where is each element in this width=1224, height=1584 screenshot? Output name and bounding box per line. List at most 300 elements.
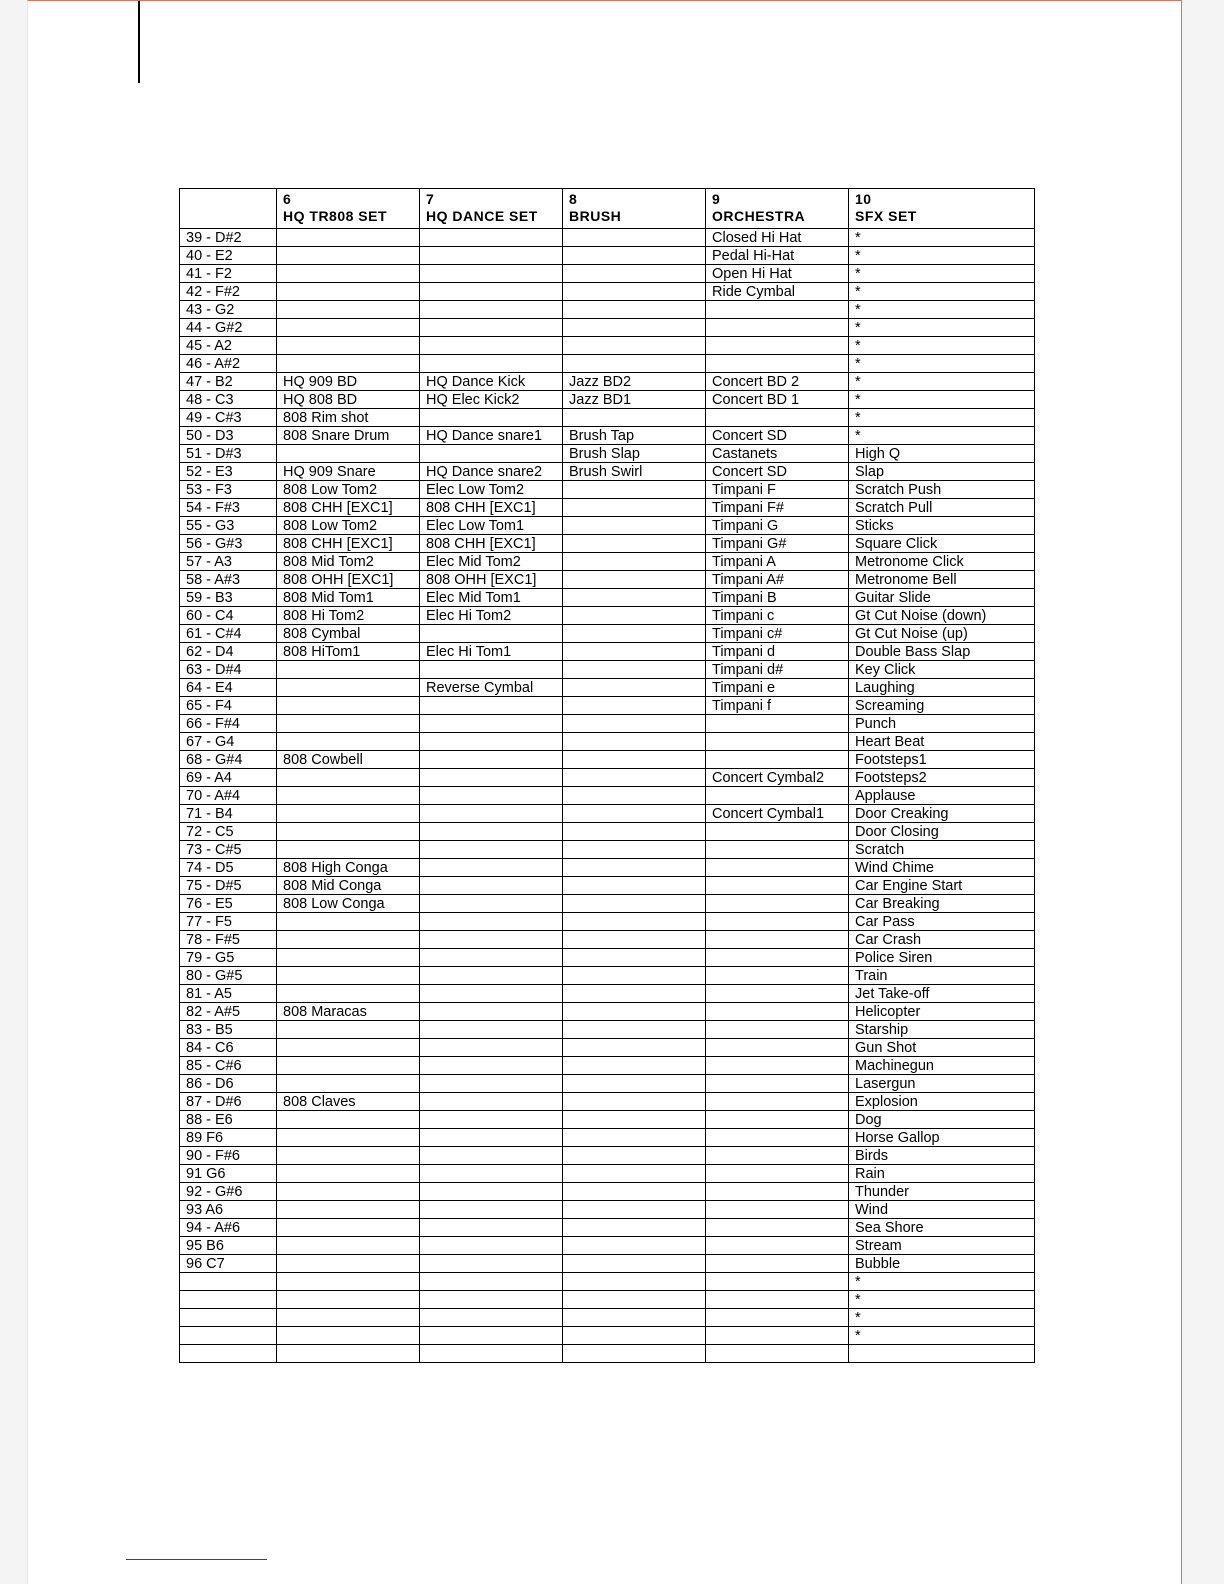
orchestra-cell: Timpani G (706, 517, 849, 535)
note-cell: 93 A6 (180, 1201, 277, 1219)
hq-dance-cell (420, 445, 563, 463)
hq-tr808-cell: 808 Claves (277, 1093, 420, 1111)
brush-cell (563, 1093, 706, 1111)
brush-cell (563, 805, 706, 823)
header-cell-hq-tr808 (277, 189, 420, 229)
sfx-cell: Jet Take-off (849, 985, 1035, 1003)
brush-cell: Brush Slap (563, 445, 706, 463)
sfx-cell: Wind Chime (849, 859, 1035, 877)
note-cell: 55 - G3 (180, 517, 277, 535)
orchestra-cell (706, 1165, 849, 1183)
orchestra-cell: Timpani G# (706, 535, 849, 553)
hq-tr808-cell (277, 1039, 420, 1057)
hq-dance-cell (420, 931, 563, 949)
hq-tr808-cell: 808 Hi Tom2 (277, 607, 420, 625)
table-row (180, 1147, 1035, 1165)
brush-cell (563, 769, 706, 787)
orchestra-cell (706, 1327, 849, 1345)
orchestra-cell: Castanets (706, 445, 849, 463)
orchestra-cell: Concert Cymbal2 (706, 769, 849, 787)
note-cell: 58 - A#3 (180, 571, 277, 589)
sfx-cell: Car Crash (849, 931, 1035, 949)
hq-tr808-cell (277, 1219, 420, 1237)
hq-tr808-cell: 808 Low Tom2 (277, 517, 420, 535)
orchestra-cell: Timpani d# (706, 661, 849, 679)
brush-cell (563, 913, 706, 931)
hq-tr808-cell (277, 805, 420, 823)
orchestra-cell (706, 1075, 849, 1093)
hq-tr808-cell (277, 715, 420, 733)
hq-dance-cell (420, 1021, 563, 1039)
brush-cell (563, 481, 706, 499)
hq-dance-cell (420, 1327, 563, 1345)
sfx-cell: Gun Shot (849, 1039, 1035, 1057)
brush-cell (563, 265, 706, 283)
hq-dance-cell (420, 841, 563, 859)
sfx-cell: Double Bass Slap (849, 643, 1035, 661)
sfx-cell: * (849, 265, 1035, 283)
brush-cell (563, 1345, 706, 1363)
hq-dance-cell (420, 1345, 563, 1363)
orchestra-cell (706, 877, 849, 895)
orchestra-cell: Concert SD (706, 463, 849, 481)
table-row (180, 283, 1035, 301)
table-row (180, 247, 1035, 265)
note-cell: 78 - F#5 (180, 931, 277, 949)
sfx-cell: Metronome Click (849, 553, 1035, 571)
brush-cell (563, 1237, 706, 1255)
table-row (180, 1219, 1035, 1237)
header-name: ORCHESTRA (712, 208, 806, 224)
hq-dance-cell: Elec Low Tom1 (420, 517, 563, 535)
hq-tr808-cell (277, 679, 420, 697)
orchestra-cell: Ride Cymbal (706, 283, 849, 301)
brush-cell (563, 1021, 706, 1039)
header-cell-orchestra (706, 189, 849, 229)
table-row (180, 805, 1035, 823)
note-cell: 70 - A#4 (180, 787, 277, 805)
note-cell: 77 - F5 (180, 913, 277, 931)
hq-dance-cell: Elec Mid Tom2 (420, 553, 563, 571)
note-cell: 96 C7 (180, 1255, 277, 1273)
sfx-cell: Punch (849, 715, 1035, 733)
sfx-cell: * (849, 337, 1035, 355)
orchestra-cell (706, 967, 849, 985)
brush-cell (563, 355, 706, 373)
table-row (180, 1255, 1035, 1273)
hq-tr808-cell (277, 355, 420, 373)
brush-cell (563, 1273, 706, 1291)
table-row (180, 301, 1035, 319)
hq-dance-cell (420, 985, 563, 1003)
hq-dance-cell (420, 913, 563, 931)
hq-tr808-cell (277, 1255, 420, 1273)
note-cell: 84 - C6 (180, 1039, 277, 1057)
hq-tr808-cell: HQ 909 BD (277, 373, 420, 391)
note-cell: 83 - B5 (180, 1021, 277, 1039)
note-cell: 63 - D#4 (180, 661, 277, 679)
table-row (180, 787, 1035, 805)
hq-tr808-cell (277, 319, 420, 337)
table-row (180, 1327, 1035, 1345)
sfx-cell: Gt Cut Noise (down) (849, 607, 1035, 625)
note-cell (180, 1291, 277, 1309)
note-cell: 76 - E5 (180, 895, 277, 913)
orchestra-cell (706, 1057, 849, 1075)
orchestra-cell: Concert BD 2 (706, 373, 849, 391)
note-cell: 45 - A2 (180, 337, 277, 355)
hq-dance-cell (420, 751, 563, 769)
brush-cell: Brush Tap (563, 427, 706, 445)
sfx-cell: Bubble (849, 1255, 1035, 1273)
hq-tr808-cell: 808 Low Conga (277, 895, 420, 913)
orchestra-cell: Concert Cymbal1 (706, 805, 849, 823)
note-cell: 90 - F#6 (180, 1147, 277, 1165)
brush-cell (563, 607, 706, 625)
brush-cell (563, 247, 706, 265)
table-row (180, 1003, 1035, 1021)
header-number: 8 (569, 191, 578, 207)
sfx-cell: Footsteps1 (849, 751, 1035, 769)
note-cell: 87 - D#6 (180, 1093, 277, 1111)
note-cell: 74 - D5 (180, 859, 277, 877)
hq-tr808-cell (277, 1309, 420, 1327)
brush-cell (563, 1111, 706, 1129)
note-cell: 53 - F3 (180, 481, 277, 499)
table-row (180, 1345, 1035, 1363)
table-row (180, 499, 1035, 517)
brush-cell (563, 697, 706, 715)
orchestra-cell (706, 1237, 849, 1255)
hq-tr808-cell (277, 1183, 420, 1201)
sfx-cell: * (849, 427, 1035, 445)
orchestra-cell: Concert SD (706, 427, 849, 445)
orchestra-cell: Timpani A# (706, 571, 849, 589)
orchestra-cell (706, 751, 849, 769)
table-row (180, 355, 1035, 373)
brush-cell (563, 535, 706, 553)
note-cell: 66 - F#4 (180, 715, 277, 733)
header-cell-sfx (849, 189, 1035, 229)
hq-tr808-cell (277, 967, 420, 985)
note-cell: 39 - D#2 (180, 229, 277, 247)
hq-tr808-cell (277, 1291, 420, 1309)
orchestra-cell: Open Hi Hat (706, 265, 849, 283)
note-cell: 86 - D6 (180, 1075, 277, 1093)
sfx-cell: Scratch Push (849, 481, 1035, 499)
sfx-cell: Screaming (849, 697, 1035, 715)
sfx-cell: Metronome Bell (849, 571, 1035, 589)
hq-dance-cell (420, 823, 563, 841)
orchestra-cell (706, 1219, 849, 1237)
table-row (180, 589, 1035, 607)
table-row (180, 1201, 1035, 1219)
note-cell: 65 - F4 (180, 697, 277, 715)
sfx-cell: Police Siren (849, 949, 1035, 967)
table-row (180, 643, 1035, 661)
sfx-cell: Wind (849, 1201, 1035, 1219)
sfx-cell: Applause (849, 787, 1035, 805)
hq-dance-cell (420, 1003, 563, 1021)
hq-tr808-cell (277, 1129, 420, 1147)
brush-cell (563, 1057, 706, 1075)
header-cell-note (180, 189, 277, 229)
hq-dance-cell (420, 1129, 563, 1147)
hq-tr808-cell (277, 1147, 420, 1165)
sfx-cell: Machinegun (849, 1057, 1035, 1075)
table-row (180, 535, 1035, 553)
sfx-cell: Stream (849, 1237, 1035, 1255)
table-row (180, 1237, 1035, 1255)
orchestra-cell (706, 409, 849, 427)
orchestra-cell: Concert BD 1 (706, 391, 849, 409)
orchestra-cell (706, 985, 849, 1003)
drum-map-table (179, 188, 1035, 1363)
hq-tr808-cell (277, 265, 420, 283)
hq-dance-cell (420, 229, 563, 247)
hq-dance-cell (420, 1183, 563, 1201)
hq-dance-cell (420, 319, 563, 337)
hq-dance-cell (420, 1255, 563, 1273)
sfx-cell: Scratch Pull (849, 499, 1035, 517)
sfx-cell: * (849, 1309, 1035, 1327)
orchestra-cell (706, 1147, 849, 1165)
brush-cell (563, 553, 706, 571)
note-cell: 67 - G4 (180, 733, 277, 751)
corner-mark (138, 1, 140, 83)
sfx-cell: Helicopter (849, 1003, 1035, 1021)
table-row (180, 697, 1035, 715)
hq-tr808-cell: 808 Mid Tom1 (277, 589, 420, 607)
header-cell-brush (563, 189, 706, 229)
table-row (180, 859, 1035, 877)
note-cell: 81 - A5 (180, 985, 277, 1003)
hq-tr808-cell (277, 787, 420, 805)
hq-dance-cell (420, 247, 563, 265)
hq-dance-cell (420, 1057, 563, 1075)
orchestra-cell (706, 733, 849, 751)
hq-dance-cell (420, 1309, 563, 1327)
orchestra-cell: Timpani c (706, 607, 849, 625)
hq-tr808-cell (277, 1057, 420, 1075)
hq-dance-cell (420, 1039, 563, 1057)
table-row (180, 319, 1035, 337)
brush-cell (563, 823, 706, 841)
orchestra-cell (706, 1003, 849, 1021)
hq-dance-cell (420, 769, 563, 787)
hq-tr808-cell (277, 445, 420, 463)
hq-tr808-cell: 808 CHH [EXC1] (277, 535, 420, 553)
table-row (180, 1075, 1035, 1093)
sfx-cell: Door Closing (849, 823, 1035, 841)
brush-cell (563, 625, 706, 643)
sfx-cell: Footsteps2 (849, 769, 1035, 787)
table-row (180, 445, 1035, 463)
hq-tr808-cell (277, 949, 420, 967)
hq-dance-cell: 808 OHH [EXC1] (420, 571, 563, 589)
orchestra-cell (706, 1273, 849, 1291)
table-row (180, 841, 1035, 859)
orchestra-cell (706, 1183, 849, 1201)
hq-dance-cell (420, 1291, 563, 1309)
brush-cell (563, 841, 706, 859)
brush-cell (563, 1291, 706, 1309)
brush-cell (563, 1165, 706, 1183)
orchestra-cell (706, 337, 849, 355)
note-cell: 41 - F2 (180, 265, 277, 283)
table-row (180, 931, 1035, 949)
note-cell: 54 - F#3 (180, 499, 277, 517)
hq-dance-cell (420, 1111, 563, 1129)
note-cell (180, 1327, 277, 1345)
header-number: 10 (855, 191, 872, 207)
hq-dance-cell: HQ Elec Kick2 (420, 391, 563, 409)
table-row (180, 715, 1035, 733)
table-body (180, 229, 1035, 1363)
table-row (180, 823, 1035, 841)
header-number: 6 (283, 191, 292, 207)
note-cell (180, 1345, 277, 1363)
brush-cell (563, 661, 706, 679)
header-name: BRUSH (569, 208, 622, 224)
brush-cell (563, 985, 706, 1003)
sfx-cell: Starship (849, 1021, 1035, 1039)
sfx-cell: Explosion (849, 1093, 1035, 1111)
table-row (180, 967, 1035, 985)
brush-cell (563, 1003, 706, 1021)
hq-dance-cell (420, 625, 563, 643)
note-cell: 60 - C4 (180, 607, 277, 625)
sfx-cell: Sea Shore (849, 1219, 1035, 1237)
brush-cell (563, 715, 706, 733)
sfx-cell: * (849, 229, 1035, 247)
header-number: 7 (426, 191, 435, 207)
hq-tr808-cell (277, 1345, 420, 1363)
note-cell: 43 - G2 (180, 301, 277, 319)
hq-dance-cell (420, 661, 563, 679)
table-row (180, 913, 1035, 931)
hq-tr808-cell (277, 229, 420, 247)
footnote-rule (126, 1559, 267, 1560)
hq-tr808-cell (277, 985, 420, 1003)
note-cell: 68 - G#4 (180, 751, 277, 769)
table-row (180, 733, 1035, 751)
orchestra-cell (706, 1021, 849, 1039)
table-row (180, 1039, 1035, 1057)
note-cell: 62 - D4 (180, 643, 277, 661)
brush-cell (563, 1183, 706, 1201)
orchestra-cell: Timpani f (706, 697, 849, 715)
brush-cell (563, 1327, 706, 1345)
hq-dance-cell (420, 895, 563, 913)
table-row (180, 985, 1035, 1003)
brush-cell (563, 877, 706, 895)
note-cell: 80 - G#5 (180, 967, 277, 985)
hq-tr808-cell (277, 661, 420, 679)
brush-cell: Jazz BD2 (563, 373, 706, 391)
table-row (180, 1291, 1035, 1309)
brush-cell (563, 643, 706, 661)
note-cell: 94 - A#6 (180, 1219, 277, 1237)
orchestra-cell (706, 1093, 849, 1111)
hq-tr808-cell: 808 CHH [EXC1] (277, 499, 420, 517)
table-row (180, 463, 1035, 481)
sfx-cell: Laughing (849, 679, 1035, 697)
table-row (180, 1183, 1035, 1201)
hq-dance-cell (420, 697, 563, 715)
hq-tr808-cell (277, 733, 420, 751)
note-cell: 61 - C#4 (180, 625, 277, 643)
note-cell (180, 1273, 277, 1291)
hq-tr808-cell: 808 High Conga (277, 859, 420, 877)
table-row (180, 607, 1035, 625)
hq-tr808-cell (277, 283, 420, 301)
note-cell: 57 - A3 (180, 553, 277, 571)
brush-cell (563, 895, 706, 913)
hq-dance-cell (420, 355, 563, 373)
hq-dance-cell (420, 1147, 563, 1165)
sfx-cell: Heart Beat (849, 733, 1035, 751)
brush-cell (563, 751, 706, 769)
sfx-cell: * (849, 319, 1035, 337)
table-row (180, 949, 1035, 967)
hq-tr808-cell: 808 Low Tom2 (277, 481, 420, 499)
hq-tr808-cell: 808 Rim shot (277, 409, 420, 427)
note-cell: 69 - A4 (180, 769, 277, 787)
brush-cell (563, 967, 706, 985)
orchestra-cell (706, 319, 849, 337)
header-name: HQ DANCE SET (426, 208, 538, 224)
brush-cell (563, 1219, 706, 1237)
header-name: HQ TR808 SET (283, 208, 388, 224)
brush-cell (563, 337, 706, 355)
table-row (180, 265, 1035, 283)
sfx-cell: Car Engine Start (849, 877, 1035, 895)
note-cell: 89 F6 (180, 1129, 277, 1147)
sfx-cell: Thunder (849, 1183, 1035, 1201)
header-cell-hq-dance (420, 189, 563, 229)
sfx-cell: Horse Gallop (849, 1129, 1035, 1147)
orchestra-cell (706, 841, 849, 859)
hq-tr808-cell (277, 1111, 420, 1129)
hq-dance-cell (420, 265, 563, 283)
note-cell: 95 B6 (180, 1237, 277, 1255)
orchestra-cell: Timpani c# (706, 625, 849, 643)
sfx-cell: Rain (849, 1165, 1035, 1183)
table-row (180, 391, 1035, 409)
hq-tr808-cell (277, 247, 420, 265)
brush-cell (563, 1147, 706, 1165)
orchestra-cell (706, 787, 849, 805)
table-row (180, 625, 1035, 643)
hq-dance-cell (420, 1075, 563, 1093)
hq-tr808-cell: 808 Mid Conga (277, 877, 420, 895)
hq-tr808-cell (277, 1165, 420, 1183)
hq-dance-cell: Elec Mid Tom1 (420, 589, 563, 607)
sfx-cell: * (849, 409, 1035, 427)
note-cell: 49 - C#3 (180, 409, 277, 427)
table-row (180, 481, 1035, 499)
orchestra-cell (706, 895, 849, 913)
brush-cell (563, 499, 706, 517)
hq-tr808-cell (277, 337, 420, 355)
hq-tr808-cell (277, 841, 420, 859)
hq-tr808-cell: 808 HiTom1 (277, 643, 420, 661)
hq-dance-cell: 808 CHH [EXC1] (420, 499, 563, 517)
header-name: SFX SET (855, 208, 917, 224)
hq-tr808-cell: 808 Cymbal (277, 625, 420, 643)
brush-cell (563, 931, 706, 949)
